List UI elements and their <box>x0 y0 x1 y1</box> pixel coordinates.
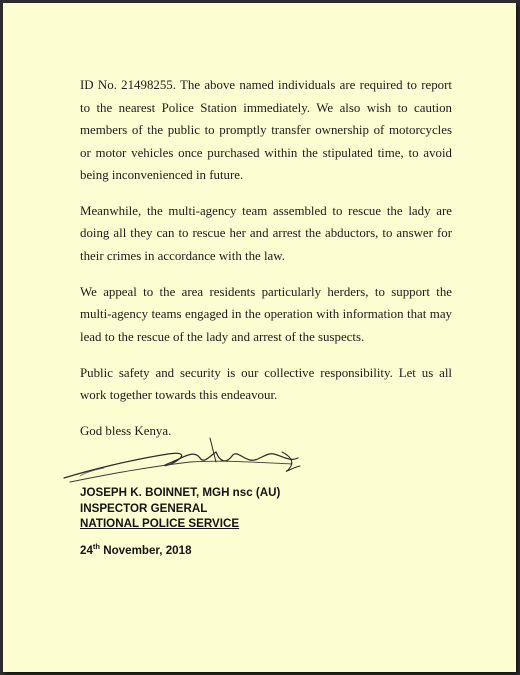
signatory-name: JOSEPH K. BOINNET, MGH nsc (AU) <box>80 486 281 499</box>
paragraph-2: Meanwhile, the multi-agency team assembled to rescue the lady are doing all they can to rescue her and arrest the abductors, to answer for their crimes in accordance with the law. <box>80 203 452 263</box>
date-day: 24 <box>80 544 93 557</box>
date-suffix: th <box>92 542 100 551</box>
signature-block <box>80 485 280 532</box>
paragraph-5: God bless Kenya. <box>80 424 172 438</box>
document-body <box>80 74 452 456</box>
handwritten-signature <box>60 432 320 490</box>
paragraph-1: ID No. 21498255. The above named individuals are required to report to the nearest Police Station immediately. We also wish to caution members of the public to promptly transfer ownership of motorcycles or motor vehicles once purchased within the stipulated time, to avoid being inconvenienced in future. <box>80 78 452 182</box>
signatory-organization: NATIONAL POLICE SERVICE <box>80 517 240 530</box>
document-date <box>80 542 192 557</box>
paragraph-3: We appeal to the area residents particularly herders, to support the multi-agency teams engaged in the operation with information that may lead to the rescue of the lady and arrest of the suspects. <box>80 284 452 344</box>
paragraph-4: Public safety and security is our collective responsibility. Let us all work together towards this endeavour. <box>80 365 452 402</box>
date-rest: November, 2018 <box>100 544 192 557</box>
signatory-title: INSPECTOR GENERAL <box>80 501 208 515</box>
